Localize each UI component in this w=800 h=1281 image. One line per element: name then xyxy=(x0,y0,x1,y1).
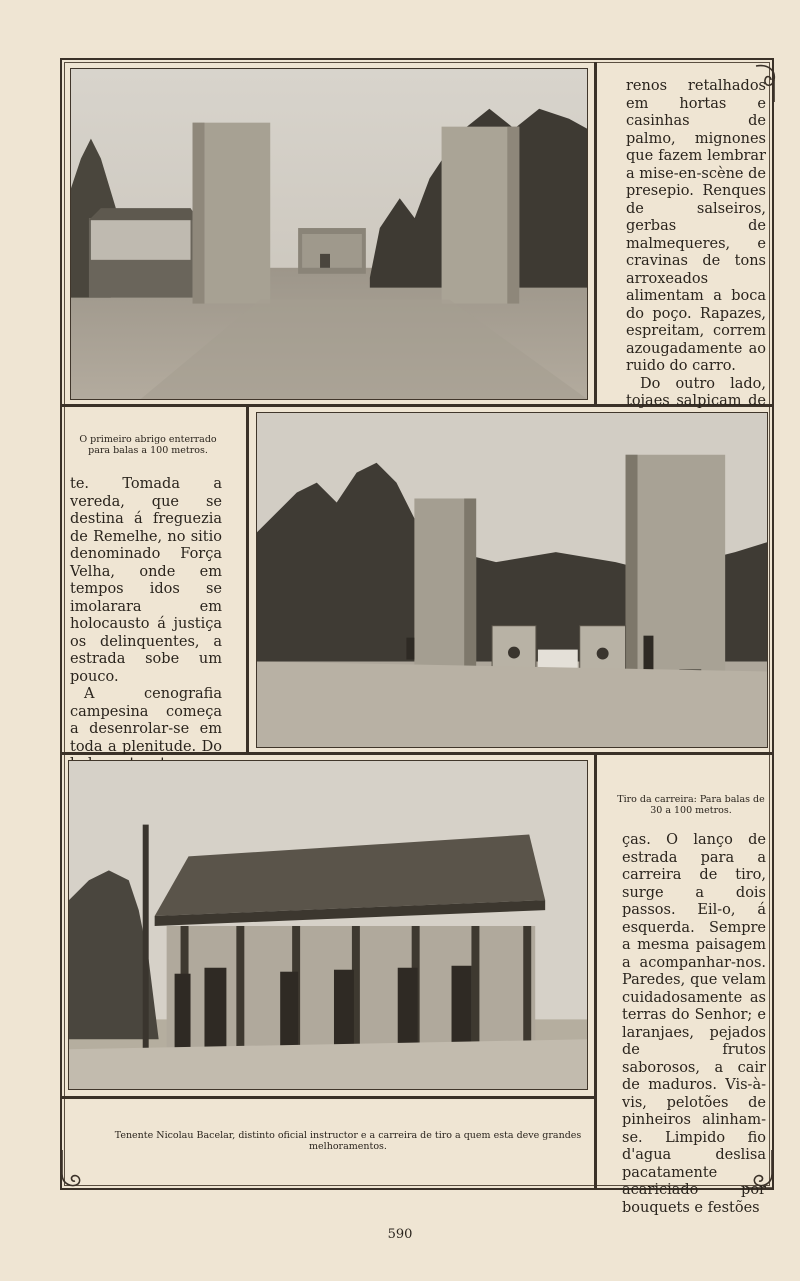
paragraph: A cenografia campesina começa a desenrolar-se em toda a plenitude. Do xyxy=(70,686,222,755)
rule-row1-divider xyxy=(594,62,597,406)
caption-first-shelter: O primeiro abrigo enterrado para balas a 100 metros. xyxy=(79,434,217,456)
paragraph: te. Tomada a vereda, que se destina á freguezia de Remelhe, no sitio denominado Força Velha, onde em tempos idos se imolarara em holocausto á justiça os delinquentes, a estrada sobe um pouco. xyxy=(70,476,222,685)
photo-pavilion-bacelar xyxy=(68,760,588,1090)
rule-row3-divider xyxy=(594,752,597,1188)
caption-tiro-carreira: Tiro da carreira: Para balas de 30 a 100 metros. xyxy=(617,794,765,816)
photo-shelter-100m xyxy=(70,68,588,400)
text-col-bottom-right xyxy=(622,832,766,1217)
text-col-top-right xyxy=(626,78,766,428)
page-number: 590 xyxy=(387,1227,413,1242)
paragraph: renos retalhados em hortas e casinhas de palmo, mignones que fazem lembrar a mise-en-scène de presepio. Renques de salseiros, gerbas de malmequeres, e cravinas de tons arroxeados alimentam a boca do poço. Rapazes, espreitam, correm azougadamente ao ruido do carro. xyxy=(626,78,766,374)
text-col-mid-left xyxy=(70,476,222,774)
paragraph: Do outro lado, tojaes salpicam de xyxy=(626,375,766,409)
rule-row2-divider xyxy=(246,404,249,754)
corner-ornament-bottom-left xyxy=(56,1150,90,1192)
paragraph: ças. O lanço de estrada para a carreira de tiro, surge a dois passos. Eil-o, á esquerda. Sempre a mesma paisagem a acompanhar-nos. Paredes, que velam cuidadosamente as terras do Senhor; e laranjaes, pejados de frutos saborosos, a cair de maduros. Vis-à-vis, pelotões de pinheiros alinham-se. Limpido fio d'agua deslisa pacatamente acariciado por bouquets e festões xyxy=(622,832,766,1216)
rule-row3-bottom xyxy=(62,1096,596,1099)
photo-targets-30-100m xyxy=(256,412,768,748)
caption-bacelar: Tenente Nicolau Bacelar, distinto oficial instructor e a carreira de tiro a quem esta deve grandes melhoramentos. xyxy=(114,1130,582,1152)
